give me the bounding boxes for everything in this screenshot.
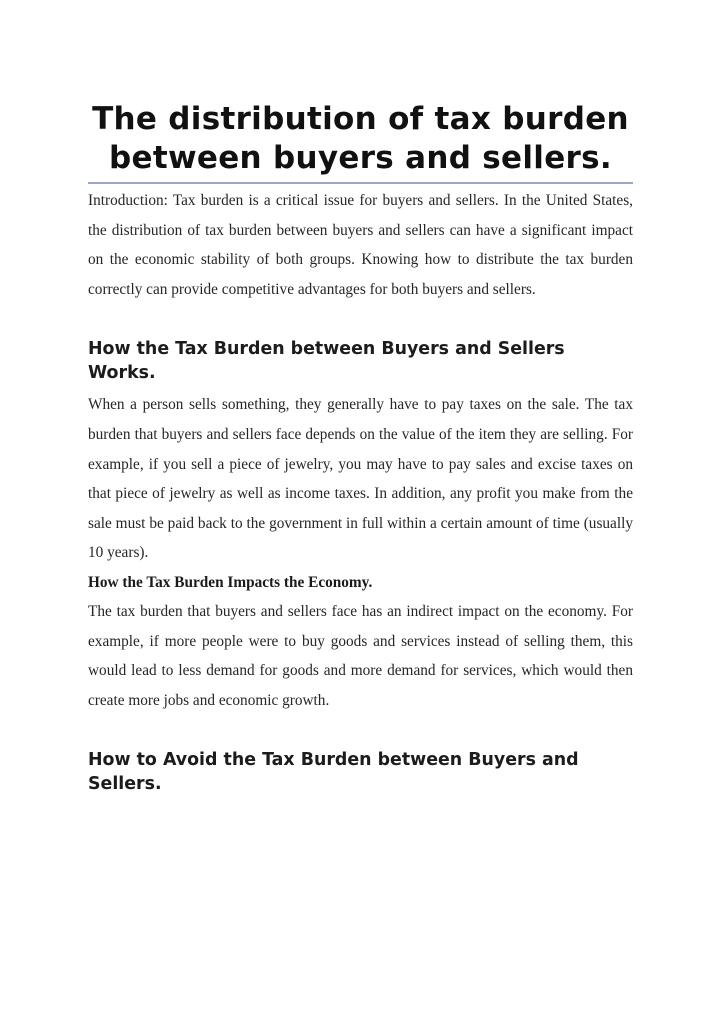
intro-paragraph: Introduction: Tax burden is a critical issue for buyers and sellers. In the United States, the distribution of tax burden between buyers and sellers can have a significant impact on the economic stability of both groups. Knowing how to distribute the tax burden correctly can provide competitive advantages for both buyers and sellers. [88,192,633,298]
section-body-how-it-works: When a person sells something, they generally have to pay taxes on the sale. The tax burden that buyers and sellers face depends on the value of the item they are selling. For example, if you sell a piece of jewelry, you may have to pay sales and excise taxes on that piece of jewelry as well as income taxes. In addition, any profit you make from the sale must be paid back to the government in full within a certain amount of time (usually 10 years). [88,396,633,562]
document-page [88,100,633,796]
document-title: The distribution of tax burden between buyers and sellers. [92,101,629,176]
section-body-economy-impact: The tax burden that buyers and sellers face has an indirect impact on the economy. For example, if more people were to buy goods and services instead of selling them, this would lead to less demand for goods and more demand for services, which would then create more jobs and economic growth. [88,602,633,709]
section-heading-how-it-works: How the Tax Burden between Buyers and Sellers Works. [88,339,565,384]
section-heading-avoid-tax-burden: How to Avoid the Tax Burden between Buyers and Sellers. [88,750,579,795]
title-divider [88,182,633,184]
section-heading-economy-impact: How the Tax Burden Impacts the Economy. [88,573,373,591]
